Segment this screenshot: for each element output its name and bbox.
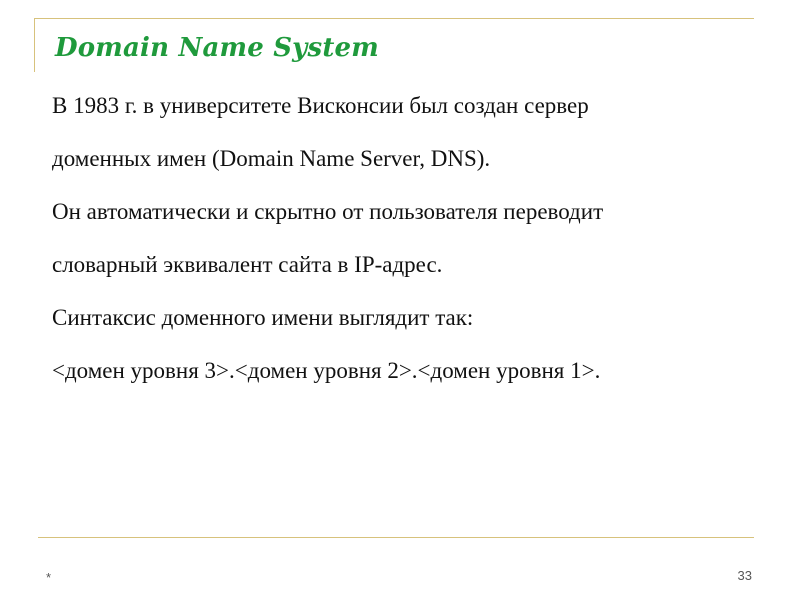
slide-body	[52, 92, 792, 410]
left-accent-line	[34, 18, 35, 72]
body-line-5: Синтаксис доменного имени выглядит так:	[52, 305, 474, 330]
body-line-6: <домен уровня 3>.<домен уровня 2>.<домен уровня 1>.	[52, 358, 601, 383]
body-line-3: Он автоматически и скрытно от пользователя переводит	[52, 199, 604, 224]
bottom-divider	[38, 537, 754, 538]
footer-marker: *	[46, 570, 52, 585]
body-line-1: В 1983 г. в университете Висконсии был создан сервер	[52, 93, 589, 118]
body-line-4: словарный эквивалент сайта в IP-адрес.	[52, 252, 443, 277]
slide-title: Domain Name System	[55, 33, 379, 63]
page-number: 33	[737, 568, 752, 583]
body-line-2: доменных имен (Domain Name Server, DNS).	[52, 146, 491, 171]
top-divider	[34, 18, 754, 19]
